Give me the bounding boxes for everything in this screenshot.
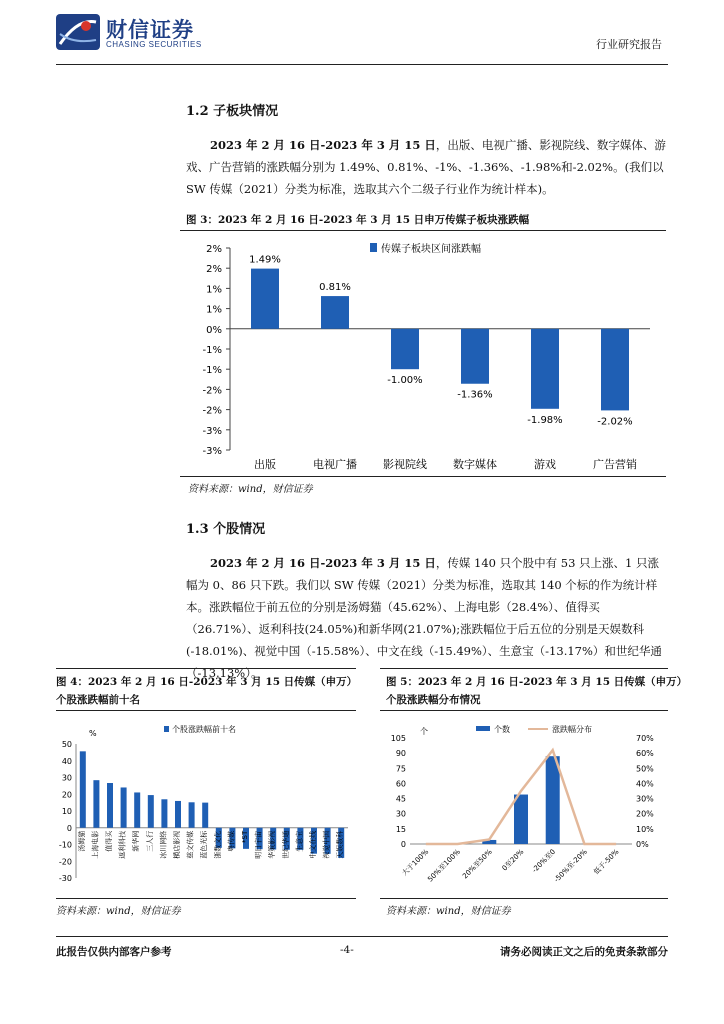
figure-5-title-rule xyxy=(380,710,668,711)
figure-5-title: 图 5：2023 年 2 月 16 日-2023 年 3 月 15 日传媒（申万） xyxy=(386,676,688,688)
bar xyxy=(514,795,528,844)
section-1-3-paragraph xyxy=(186,552,666,684)
data-label: 0.81% xyxy=(319,282,351,294)
y-tick-label: -20 xyxy=(58,857,72,867)
figure-3-source: 资料来源：wind，财信证券 xyxy=(188,484,313,495)
y-tick-label: 20 xyxy=(61,790,72,800)
bar xyxy=(161,799,167,827)
data-label: 1.49% xyxy=(249,254,281,266)
x-tick-label: 汤姆猫 xyxy=(77,830,86,852)
legend-swatch xyxy=(370,243,377,252)
left-axis-unit: 个 xyxy=(420,727,428,736)
x-tick-label: 三人行 xyxy=(145,830,154,852)
figure-5-top-rule xyxy=(380,668,668,669)
y-tick-label: 1% xyxy=(206,284,222,296)
bar xyxy=(251,269,279,329)
y-tick-label: -3% xyxy=(202,446,222,457)
unit-label: % xyxy=(89,729,97,738)
right-y-tick-label: 70% xyxy=(636,734,654,743)
data-label: -1.36% xyxy=(457,389,493,401)
paragraph-body: ，传媒 140 只个股中有 53 只上涨、1 只涨幅为 0、86 只下跌。我们以 SW 传媒（2021）分类为标准，选取其 140 个标的作为统计样本。涨跌幅位于前五位的分别是汤姆猫（45.62%）、上海电影（28.4%）、值得买（26.71%）、返利科技(24.05%)和新华网(21.07%);涨跌幅位于后五位的分别是天娱数科(-18.01%)、视觉中国（-15.58%）、中文在线（-15.49%）、生意宝（-13.17%）和世纪华通（-13.13%）。 xyxy=(186,556,662,680)
section-title-1-2: 1.2 子板块情况 xyxy=(186,104,279,119)
left-y-tick-label: 30 xyxy=(395,809,406,819)
x-tick-label: 低于-50% xyxy=(592,847,621,877)
right-y-tick-label: 0% xyxy=(636,840,649,849)
y-tick-label: -3% xyxy=(202,425,222,437)
left-y-tick-label: 15 xyxy=(395,824,406,834)
y-tick-label: 2% xyxy=(206,244,222,255)
x-tick-label: 浙数文化 xyxy=(213,830,222,859)
right-y-tick-label: 10% xyxy=(636,824,654,834)
company-logo-icon xyxy=(56,14,100,50)
y-tick-label: 0 xyxy=(66,823,72,833)
figure-4-title-rule xyxy=(56,710,356,711)
left-y-tick-label: 45 xyxy=(395,794,406,804)
x-tick-label: 50%至100% xyxy=(426,847,462,884)
left-y-tick-label: 0 xyxy=(400,840,406,849)
y-tick-label: 2% xyxy=(206,264,222,276)
bar xyxy=(601,329,629,411)
legend-label: 个数 xyxy=(494,725,510,734)
y-tick-label: -1% xyxy=(202,345,222,356)
figure-4-chart xyxy=(56,716,356,896)
right-y-tick-label: 20% xyxy=(636,809,654,819)
y-tick-label: 1% xyxy=(206,304,222,316)
x-tick-label: 横店影视 xyxy=(173,830,181,859)
y-tick-label: -30 xyxy=(58,874,72,883)
legend-label: 涨跌幅分布 xyxy=(552,725,592,734)
y-tick-label: -1% xyxy=(202,365,222,377)
figure-3-chart xyxy=(180,234,666,474)
left-y-tick-label: 75 xyxy=(395,764,406,774)
x-tick-label: 0至20% xyxy=(500,847,526,873)
y-tick-label: 40 xyxy=(61,756,72,766)
figure-5-title-line2: 个股涨跌幅分布情况 xyxy=(386,694,481,706)
y-tick-label: -2% xyxy=(202,385,222,397)
bar xyxy=(93,780,99,828)
figure-4-bottom-rule xyxy=(56,898,356,899)
x-tick-label: 20%至50% xyxy=(461,847,494,881)
footer-disclaimer-left: 此报告仅供内部客户参考 xyxy=(56,946,172,958)
x-tick-label: 世纪华通 xyxy=(281,830,290,859)
y-tick-label: 30 xyxy=(61,773,72,783)
bar xyxy=(107,783,113,828)
x-tick-label: 游戏 xyxy=(534,458,556,471)
logo-text-cn: 财信证券 xyxy=(106,18,194,42)
x-tick-label: 华策影视 xyxy=(268,830,277,859)
section-title-1-3: 1.3 个股情况 xyxy=(186,522,266,537)
bar xyxy=(531,329,559,409)
bar xyxy=(134,792,140,827)
x-tick-label: 影视院线 xyxy=(383,458,427,471)
x-tick-label: 蓝色光标 xyxy=(200,830,209,859)
bar xyxy=(391,329,419,369)
bar xyxy=(175,801,181,828)
data-label: -2.02% xyxy=(597,416,633,428)
x-tick-label: 大于100% xyxy=(400,847,431,878)
x-tick-label: 视觉中国 xyxy=(322,830,331,859)
figure-5-bottom-rule xyxy=(380,898,668,899)
figure-3-top-rule xyxy=(180,230,666,231)
bar xyxy=(546,756,560,844)
footer-disclaimer-right: 请务必阅读正文之后的免责条款部分 xyxy=(500,946,668,958)
x-tick-label: 数字媒体 xyxy=(453,458,497,471)
bar xyxy=(80,751,86,827)
footer-divider xyxy=(56,936,668,937)
legend-swatch xyxy=(476,726,490,731)
x-tick-label: 慈文传媒 xyxy=(186,830,195,859)
right-y-tick-label: 50% xyxy=(636,764,654,774)
right-y-tick-label: 40% xyxy=(636,779,654,789)
figure-3-bottom-rule xyxy=(180,476,666,477)
figure-4-source: 资料来源：wind，财信证券 xyxy=(56,906,181,917)
bar xyxy=(202,803,208,828)
x-tick-label: 天娱数科 xyxy=(336,830,345,859)
data-label: -1.98% xyxy=(527,414,563,426)
figure-5-chart xyxy=(380,716,668,896)
page-number: -4- xyxy=(340,944,354,956)
logo-text-en: CHASING SECURITIES xyxy=(106,40,202,49)
figure-5-source: 资料来源：wind，财信证券 xyxy=(386,906,511,917)
x-tick-label: 冰川网络 xyxy=(159,830,168,859)
bar xyxy=(321,296,349,329)
x-tick-label: 广告营销 xyxy=(593,458,637,471)
y-tick-label: -2% xyxy=(202,405,222,417)
paragraph-date: 2023 年 2 月 16 日-2023 年 3 月 15 日 xyxy=(210,556,436,570)
bar xyxy=(121,787,127,827)
y-tick-label: 50 xyxy=(61,740,72,749)
legend-swatch xyxy=(164,726,169,732)
y-tick-label: -10 xyxy=(58,840,72,850)
x-tick-label: -20%至0 xyxy=(530,847,558,875)
figure-3-title: 图 3：2023 年 2 月 16 日-2023 年 3 月 15 日申万传媒子板块涨跌幅 xyxy=(186,214,530,226)
x-tick-label: 电视广播 xyxy=(313,458,357,471)
x-tick-label: 上海电影 xyxy=(91,830,100,859)
x-tick-label: 值得买 xyxy=(105,830,113,852)
legend-label: 传媒子板块区间涨跌幅 xyxy=(381,244,481,255)
paragraph-body: ，出版、电视广播、影视院线、数字媒体、游戏、广告营销的涨跌幅分别为 1.49%、0.81%、-1%、-1.36%、-1.98%和-2.02%。(我们以 SW 传媒（2021）分类为标准，选取其六个二级子行业作为统计样本)。 xyxy=(186,138,666,196)
x-tick-label: 粤传媒 xyxy=(227,830,236,852)
left-y-tick-label: 90 xyxy=(395,749,406,759)
x-tick-label: 返利科技 xyxy=(118,830,127,859)
legend-label: 个股涨跌幅前十名 xyxy=(172,725,236,734)
x-tick-label: *ST xyxy=(241,830,249,843)
x-tick-label: 明日宇宙 xyxy=(254,830,263,859)
right-y-tick-label: 30% xyxy=(636,794,654,804)
bar xyxy=(461,329,489,384)
paragraph-date: 2023 年 2 月 16 日-2023 年 3 月 15 日 xyxy=(210,138,436,152)
section-1-2-paragraph xyxy=(186,134,666,200)
y-tick-label: 10 xyxy=(61,807,72,816)
x-tick-label: 生意宝 xyxy=(295,830,304,852)
y-tick-label: 0% xyxy=(206,324,222,336)
figure-4-top-rule xyxy=(56,668,356,669)
x-tick-label: 出版 xyxy=(254,458,276,471)
bar xyxy=(148,795,154,828)
report-type-label: 行业研究报告 xyxy=(596,38,662,51)
bar xyxy=(189,802,195,827)
figure-4-title: 图 4：2023 年 2 月 16 日-2023 年 3 月 15 日传媒（申万） xyxy=(56,676,358,688)
figure-4-title-line2: 个股涨跌幅前十名 xyxy=(56,694,140,706)
data-label: -1.00% xyxy=(387,375,423,387)
left-y-tick-label: 60 xyxy=(395,779,406,789)
x-tick-label: -50%至-20% xyxy=(552,847,589,884)
x-tick-label: 中文在线 xyxy=(309,830,317,859)
x-tick-label: 新华网 xyxy=(132,830,141,852)
left-y-tick-label: 105 xyxy=(390,734,406,743)
header-divider xyxy=(56,64,668,65)
right-y-tick-label: 60% xyxy=(636,749,654,759)
